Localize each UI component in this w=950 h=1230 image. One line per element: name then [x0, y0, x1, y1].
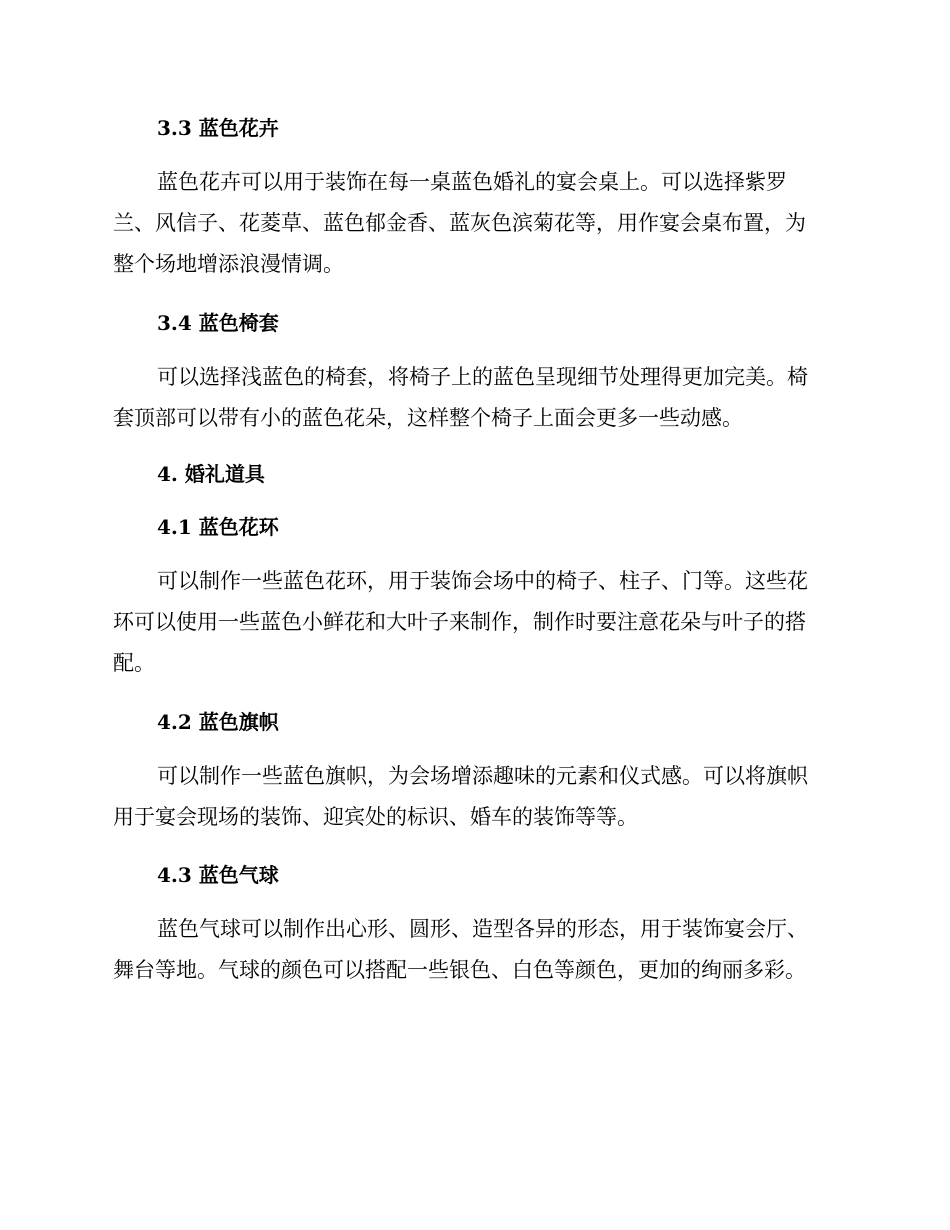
paragraph-line: 整个场地增添浪漫情调。 — [113, 252, 344, 276]
section-heading-3-3: 3.3 蓝色花卉 — [157, 116, 279, 140]
section-paragraph-3-3 — [113, 162, 833, 285]
section-paragraph-4-3 — [113, 909, 833, 991]
paragraph-line: 用于宴会现场的装饰、迎宾处的标识、婚车的装饰等等。 — [113, 805, 638, 829]
section-heading-4-3: 4.3 蓝色气球 — [157, 863, 279, 887]
paragraph-line: 蓝色气球可以制作出心形、圆形、造型各异的形态，用于装饰宴会厅、 — [157, 917, 808, 941]
paragraph-line: 舞台等地。气球的颜色可以搭配一些银色、白色等颜色，更加的绚丽多彩。 — [113, 958, 806, 982]
paragraph-line: 配。 — [113, 651, 155, 675]
paragraph-line: 蓝色花卉可以用于装饰在每一桌蓝色婚礼的宴会桌上。可以选择紫罗 — [157, 170, 787, 194]
section-heading-4-2: 4.2 蓝色旗帜 — [157, 710, 279, 734]
section-heading-3-4: 3.4 蓝色椅套 — [157, 311, 279, 335]
section-heading-4: 4. 婚礼道具 — [157, 462, 265, 486]
paragraph-line: 可以选择浅蓝色的椅套，将椅子上的蓝色呈现细节处理得更加完美。椅 — [157, 365, 808, 389]
paragraph-line: 兰、风信子、花菱草、蓝色郁金香、蓝灰色滨菊花等，用作宴会桌布置，为 — [113, 211, 806, 235]
section-paragraph-4-2 — [113, 756, 833, 838]
paragraph-line: 可以制作一些蓝色花环，用于装饰会场中的椅子、柱子、门等。这些花 — [157, 569, 808, 593]
section-paragraph-3-4 — [113, 357, 833, 439]
paragraph-line: 环可以使用一些蓝色小鲜花和大叶子来制作，制作时要注意花朵与叶子的搭 — [113, 610, 806, 634]
section-heading-4-1: 4.1 蓝色花环 — [157, 515, 279, 539]
paragraph-line: 可以制作一些蓝色旗帜，为会场增添趣味的元素和仪式感。可以将旗帜 — [157, 764, 808, 788]
section-paragraph-4-1 — [113, 561, 833, 684]
paragraph-line: 套顶部可以带有小的蓝色花朵，这样整个椅子上面会更多一些动感。 — [113, 406, 743, 430]
